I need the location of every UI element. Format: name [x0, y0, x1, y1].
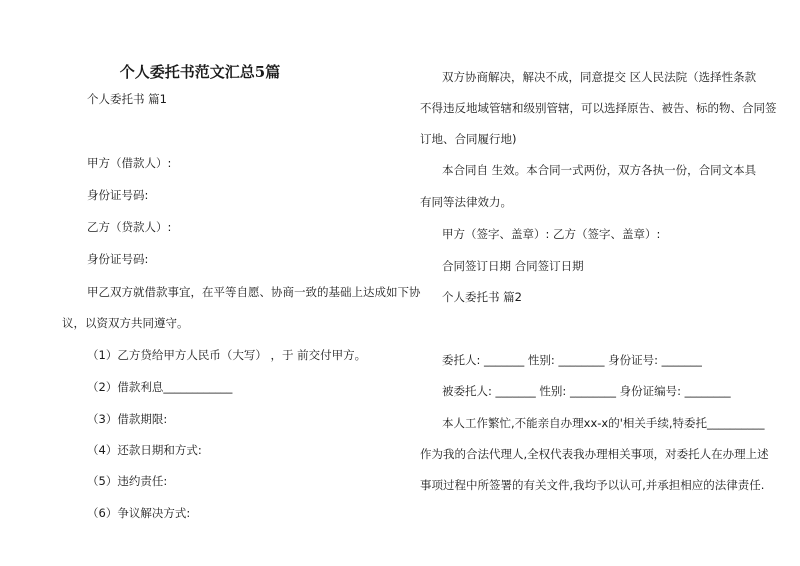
dispute-paragraph-line-3: 订地、合同履行地) — [420, 132, 517, 146]
authorization-paragraph-line-2: 作为我的合法代理人,全权代表我办理相关事项，对委托人在办理上述 — [420, 447, 769, 461]
agreement-paragraph-line-2: 议，以资双方共同遵守。 — [62, 316, 189, 330]
lender-id-label: 身份证号码: — [87, 252, 149, 266]
section-heading-2: 个人委托书 篇2 — [442, 290, 522, 304]
authorization-paragraph-line-3: 事项过程中所签署的有关文件,我均予以认可,并承担相应的法律责任. — [420, 478, 765, 492]
section-heading-1: 个人委托书 篇1 — [87, 92, 167, 106]
signing-date-line: 合同签订日期 合同签订日期 — [442, 259, 584, 273]
effect-paragraph-line-1: 本合同自 生效。本合同一式两份，双方各执一份，合同文本具 — [442, 163, 757, 177]
clause-3: （3）借款期限: — [87, 412, 168, 426]
clause-1: （1）乙方贷给甲方人民币（大写） ，于 前交付甲方。 — [87, 348, 367, 362]
agent-info-line: 被委托人: _______ 性别: ________ 身份证编号: ________ — [442, 384, 731, 398]
clause-2: （2）借款利息____________ — [87, 380, 233, 394]
effect-paragraph-line-2: 有同等法律效力。 — [420, 195, 512, 209]
borrower-id-label: 身份证号码: — [87, 188, 149, 202]
borrower-label: 甲方（借款人）: — [87, 156, 172, 170]
document-title: 个人委托书范文汇总5篇 — [119, 63, 281, 81]
signature-line: 甲方（签字、盖章）: 乙方（签字、盖章）: — [442, 227, 661, 241]
principal-info-line: 委托人: _______ 性别: ________ 身份证号: _______ — [442, 353, 702, 367]
agreement-paragraph-line-1: 甲乙双方就借款事宜，在平等自愿、协商一致的基础上达成如下协 — [87, 285, 421, 299]
authorization-paragraph-line-1: 本人工作繁忙,不能亲自办理xx-x的'相关手续,特委托__________ — [442, 416, 765, 430]
dispute-paragraph-line-2: 不得违反地域管辖和级别管辖，可以选择原告、被告、标的物、合同签 — [420, 101, 777, 115]
dispute-paragraph-line-1: 双方协商解决，解决不成，同意提交 区人民法院（选择性条款 — [442, 70, 757, 84]
clause-5: （5）违约责任: — [87, 474, 168, 488]
clause-4: （4）还款日期和方式: — [87, 443, 202, 457]
lender-label: 乙方（贷款人）: — [87, 220, 172, 234]
clause-6: （6）争议解决方式: — [87, 506, 191, 520]
